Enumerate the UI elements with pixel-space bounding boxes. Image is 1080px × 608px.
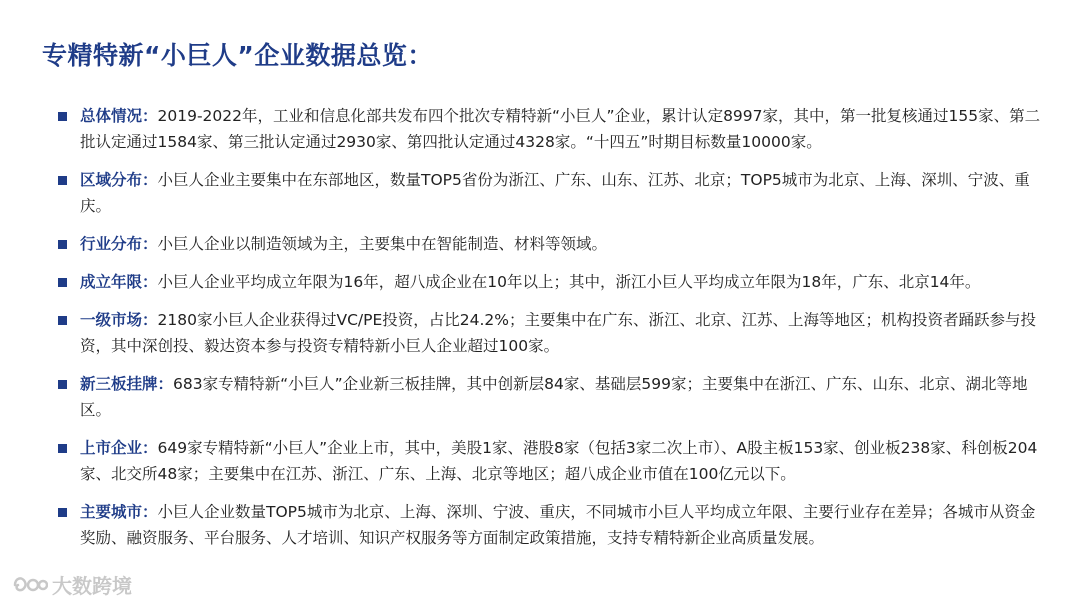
item-label: 成立年限： bbox=[80, 273, 158, 291]
list-item bbox=[58, 435, 1048, 487]
summary-list bbox=[58, 103, 1048, 563]
bullet-square-icon bbox=[58, 112, 67, 121]
item-label: 主要城市： bbox=[80, 503, 158, 521]
bullet-square-icon bbox=[58, 444, 67, 453]
bullet-square-icon bbox=[58, 508, 67, 517]
item-label: 总体情况： bbox=[80, 107, 158, 125]
bullet-square-icon bbox=[58, 176, 67, 185]
list-item bbox=[58, 371, 1048, 423]
watermark-text: 大数跨境 bbox=[52, 574, 132, 598]
item-label: 行业分布： bbox=[80, 235, 158, 253]
list-item bbox=[58, 167, 1048, 219]
logo-icon bbox=[12, 574, 48, 596]
list-item bbox=[58, 231, 1048, 257]
item-text: 小巨人企业数量TOP5城市为北京、上海、深圳、宁波、重庆，不同城市小巨人平均成立年限、主要行业存在差异；各城市从资金奖励、融资服务、平台服务、人才培训、知识产权服务等方面制定政策措施，支持专精特新企业高质量发展。 bbox=[80, 503, 1036, 547]
bullet-square-icon bbox=[58, 278, 67, 287]
item-text: 小巨人企业主要集中在东部地区，数量TOP5省份为浙江、广东、山东、江苏、北京；TOP5城市为北京、上海、深圳、宁波、重庆。 bbox=[80, 171, 1030, 215]
list-item bbox=[58, 307, 1048, 359]
item-text: 2180家小巨人企业获得过VC/PE投资，占比24.2%；主要集中在广东、浙江、北京、江苏、上海等地区；机构投资者踊跃参与投资，其中深创投、毅达资本参与投资专精特新小巨人企业超过100家。 bbox=[80, 311, 1036, 355]
bullet-square-icon bbox=[58, 380, 67, 389]
list-item bbox=[58, 269, 1048, 295]
watermark bbox=[12, 570, 132, 599]
list-item bbox=[58, 499, 1048, 551]
item-label: 新三板挂牌： bbox=[80, 375, 174, 393]
item-label: 区域分布： bbox=[80, 171, 158, 189]
item-label: 上市企业： bbox=[80, 439, 158, 457]
item-text: 649家专精特新“小巨人”企业上市，其中，美股1家、港股8家（包括3家二次上市）、A股主板153家、创业板238家、科创板204家、北交所48家；主要集中在江苏、浙江、广东、上海、北京等地区；超八成企业市值在100亿元以下。 bbox=[80, 439, 1038, 483]
item-text: 小巨人企业以制造领域为主，主要集中在智能制造、材料等领域。 bbox=[157, 235, 608, 253]
item-text: 683家专精特新“小巨人”企业新三板挂牌，其中创新层84家、基础层599家；主要集中在浙江、广东、山东、北京、湖北等地区。 bbox=[80, 375, 1028, 419]
page-title: 专精特新“小巨人”企业数据总览： bbox=[42, 41, 433, 70]
item-text: 2019-2022年，工业和信息化部共发布四个批次专精特新“小巨人”企业，累计认定8997家，其中，第一批复核通过155家、第二批认定通过1584家、第三批认定通过2930家、第四批认定通过4328家。“十四五”时期目标数量10000家。 bbox=[80, 107, 1041, 151]
list-item bbox=[58, 103, 1048, 155]
bullet-square-icon bbox=[58, 240, 67, 249]
item-label: 一级市场： bbox=[80, 311, 158, 329]
bullet-square-icon bbox=[58, 316, 67, 325]
item-text: 小巨人企业平均成立年限为16年，超八成企业在10年以上；其中，浙江小巨人平均成立年限为18年，广东、北京14年。 bbox=[157, 273, 981, 291]
